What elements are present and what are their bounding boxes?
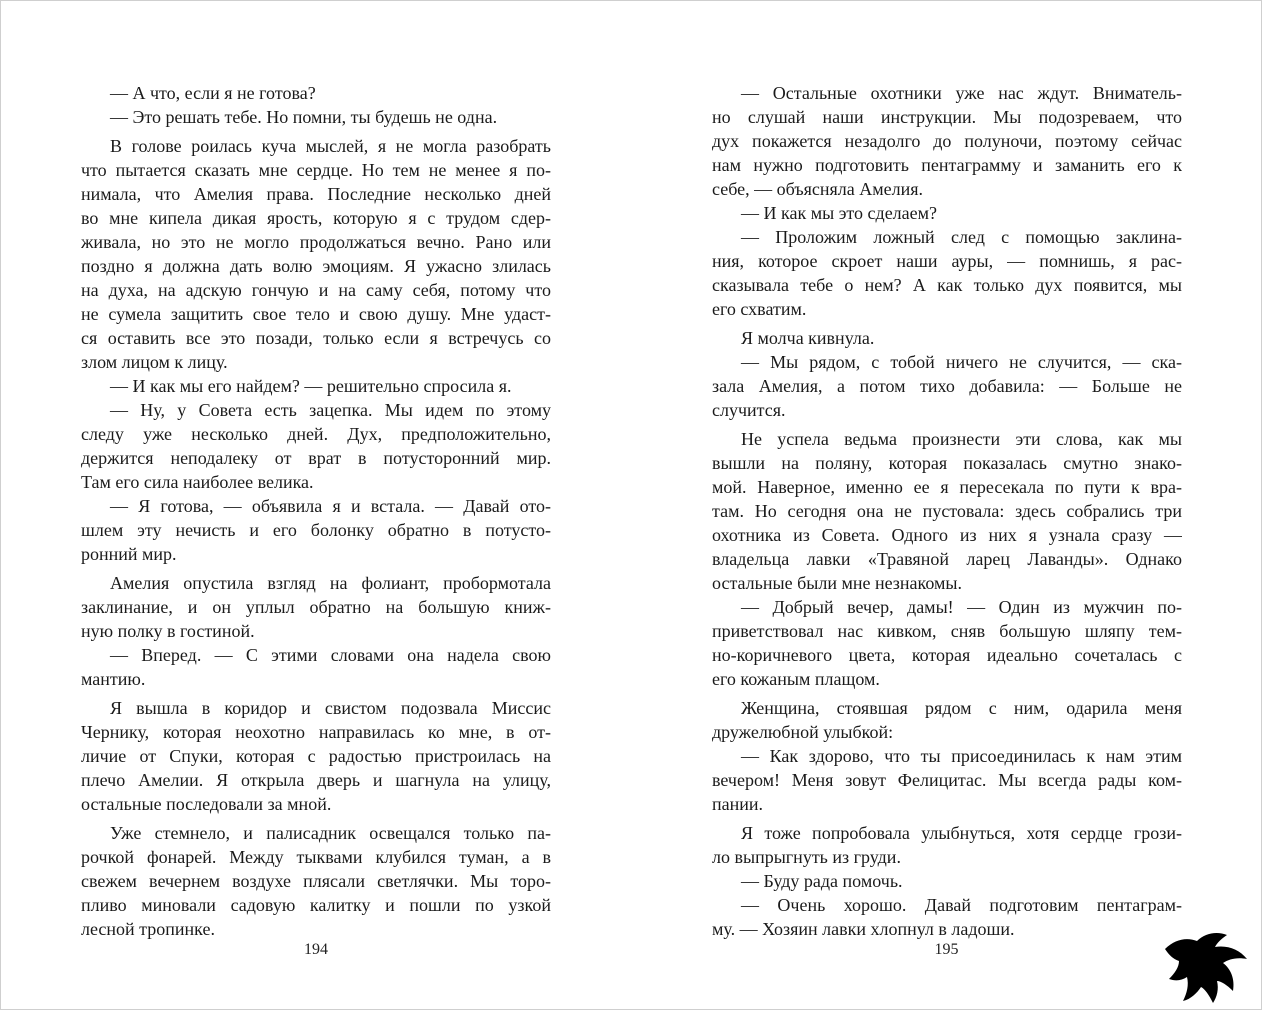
text-line: свежем вечернем воздухе плясали светлячки. Мы торо- (81, 871, 551, 891)
text-line: — Добрый вечер, дамы! — Один из мужчин по- (741, 597, 1182, 617)
text-line: дружелюбной улыбкой: (712, 722, 894, 742)
text-line: Я тоже попробовала улыбнуться, хотя сердце грози- (741, 823, 1182, 843)
text-line: лесной тропинке. (81, 919, 215, 939)
text-line: но слушай наши инструкции. Мы подозреваем, что (712, 107, 1182, 127)
text-line: себе, — объясняла Амелия. (712, 179, 924, 199)
text-line: му. — Хозяин лавки хлопнул в ладоши. (712, 919, 1015, 939)
text-line: живала, но это не могло продолжаться вечно. Рано или (81, 232, 551, 252)
text-line: ния, которое скроет наши ауры, — помнишь, я рас- (712, 251, 1182, 271)
text-line: — А что, если я не готова? (110, 83, 316, 103)
text-line: личие от Спуки, которая с радостью пристроилась на (81, 746, 551, 766)
text-line: нимала, что Амелия права. Последние несколько дней (81, 184, 551, 204)
left-page (1, 1, 631, 1009)
right-page-text (712, 81, 1182, 941)
text-line: сказывала тебе о нем? А как только дух появится, мы (712, 275, 1182, 295)
text-line: — Я готова, — объявила я и встала. — Давай ото- (110, 496, 551, 516)
text-line: зала Амелия, а потом тихо добавила: — Больше не (712, 376, 1182, 396)
text-line: — Это решать тебе. Но помни, ты будешь не одна. (110, 107, 498, 127)
text-line: но-коричневого цвета, которая идеально сочеталась с (712, 645, 1182, 665)
text-line: что пытается сказать мне сердце. Но тем не менее я по- (81, 160, 551, 180)
text-line: Я вышла в коридор и свистом подозвала Миссис (110, 698, 551, 718)
text-line: не сумела защитить свое тело и свою душу. Мне удаст- (81, 304, 551, 324)
text-line: — Как здорово, что ты присоединилась к нам этим (741, 746, 1182, 766)
text-line: — И как мы это сделаем? (741, 203, 938, 223)
text-line: — Очень хорошо. Давай подготовим пентаграм- (741, 895, 1182, 915)
text-line: — Остальные охотники уже нас ждут. Вниматель- (741, 83, 1182, 103)
text-line: вышли на поляну, которая показалась смутно знако- (712, 453, 1182, 473)
text-line: поздно я должна дать волю эмоциям. Я ужасно злилась (81, 256, 551, 276)
right-page-number: 195 (934, 941, 959, 958)
raven-icon (1161, 929, 1251, 1005)
text-line: Чернику, которая неохотно направилась ко мне, в от- (81, 722, 551, 742)
text-line: ронний мир. (81, 544, 177, 564)
text-line: пливо миновали садовую калитку и пошли по узкой (81, 895, 551, 915)
text-line: ло выпрыгнуть из груди. (712, 847, 901, 867)
text-line: — Ну, у Совета есть зацепка. Мы идем по этому (110, 400, 551, 420)
right-page (632, 1, 1261, 1009)
text-line: владельца лавки «Травяной ларец Лаванды». Однако (712, 549, 1182, 569)
text-line: дух покажется незадолго до полуночи, поэтому сейчас (712, 131, 1182, 151)
text-line: В голове роилась куча мыслей, я не могла разобрать (110, 136, 551, 156)
text-line: — Проложим ложный след с помощью заклина- (741, 227, 1182, 247)
text-line: случится. (712, 400, 786, 420)
text-line: — И как мы его найдем? — решительно спросила я. (110, 376, 512, 396)
text-line: его схватим. (712, 299, 807, 319)
text-line: вечером! Меня зовут Фелицитас. Мы всегда рады ком- (712, 770, 1182, 790)
text-line: рочкой фонарей. Между тыквами клубился туман, а в (81, 847, 551, 867)
left-page-text (81, 81, 551, 941)
left-page-number: 194 (304, 941, 328, 958)
text-line: держится неподалеку от врат в потусторонний мир. (81, 448, 551, 468)
text-line: Я молча кивнула. (741, 328, 875, 348)
text-line: мой. Наверное, именно ее я пересекала по пути к вра- (712, 477, 1182, 497)
text-line: Не успела ведьма произнести эти слова, как мы (741, 429, 1182, 449)
text-line: злом лицом к лицу. (81, 352, 228, 372)
text-line: мантию. (81, 669, 146, 689)
text-line: заклинание, и он уплыл обратно на большую книж- (81, 597, 551, 617)
text-line: пании. (712, 794, 764, 814)
text-line: ся оставить все это позади, только если я встречусь со (81, 328, 551, 348)
text-line: приветствовал нас кивком, сняв большую шляпу тем- (712, 621, 1182, 641)
text-line: ную полку в гостиной. (81, 621, 255, 641)
text-line: остальные последовали за мной. (81, 794, 332, 814)
text-line: Амелия опустила взгляд на фолиант, пробормотала (110, 573, 551, 593)
text-line: шлем эту нечисть и его болонку обратно в потусто- (81, 520, 551, 540)
text-line: — Буду рада помочь. (741, 871, 903, 891)
text-line: там. Но сегодня она не пустовала: здесь собрались три (712, 501, 1182, 521)
text-line: нам нужно подготовить пентаграмму и заманить его к (712, 155, 1182, 175)
text-line: — Вперед. — С этими словами она надела свою (110, 645, 551, 665)
text-line: на духа, на адскую гончую и на саму себя, потому что (81, 280, 551, 300)
text-line: Женщина, стоявшая рядом с ним, одарила меня (741, 698, 1182, 718)
text-line: его кожаным плащом. (712, 669, 880, 689)
text-line: плечо Амелии. Я открыла дверь и шагнула на улицу, (81, 770, 551, 790)
text-line: во мне кипела дикая ярость, которую я с трудом сдер- (81, 208, 551, 228)
text-line: Уже стемнело, и палисадник освещался только па- (110, 823, 551, 843)
text-line: — Мы рядом, с тобой ничего не случится, — ска- (741, 352, 1182, 372)
text-line: Там его сила наиболее велика. (81, 472, 314, 492)
text-line: охотника из Совета. Одного из них я узнала сразу — (712, 525, 1182, 545)
text-line: следу уже несколько дней. Дух, предположительно, (81, 424, 551, 444)
text-line: остальные были мне незнакомы. (712, 573, 963, 593)
